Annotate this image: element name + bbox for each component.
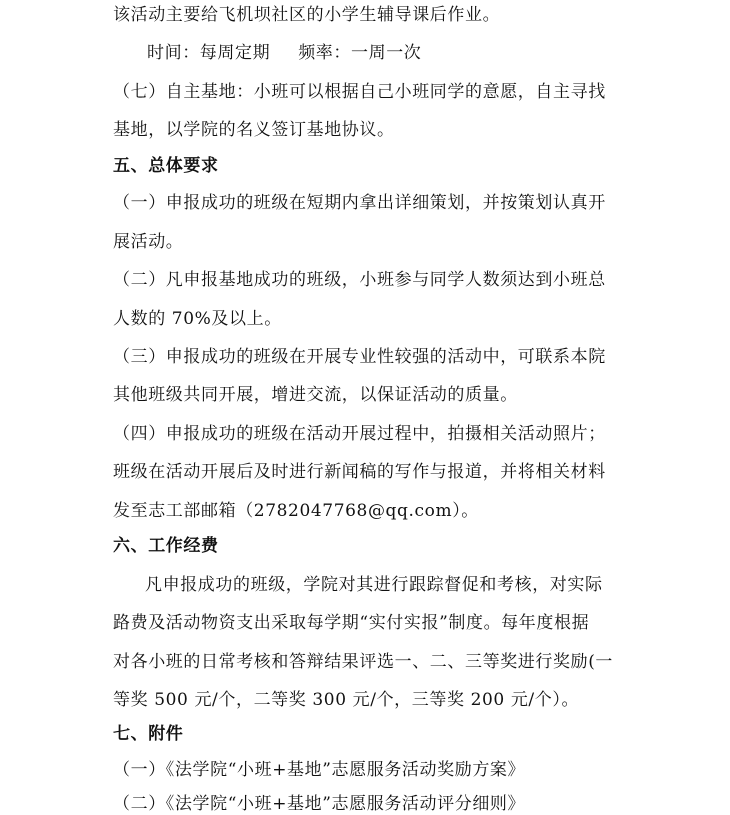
paragraph-line: （三）申报成功的班级在开展专业性较强的活动中，可联系本院	[113, 347, 606, 367]
attachment-item: （一）《法学院“小班+基地”志愿服务活动奖励方案》	[113, 760, 526, 780]
paragraph-line: 凡申报成功的班级，学院对其进行跟踪督促和考核，对实际	[145, 575, 603, 595]
paragraph-line: 班级在活动开展后及时进行新闻稿的写作与报道，并将相关材料	[113, 462, 606, 482]
attachment-item: （二）《法学院“小班+基地”志愿服务活动评分细则》	[113, 794, 526, 814]
paragraph-line: （一）申报成功的班级在短期内拿出详细策划，并按策划认真开	[113, 193, 606, 213]
paragraph-line: （四）申报成功的班级在活动开展过程中，拍摄相关活动照片；	[113, 424, 606, 444]
schedule-frequency: 频率：一周一次	[298, 43, 422, 63]
paragraph-line: 人数的 70%及以上。	[113, 309, 282, 329]
section-heading-6: 六、工作经费	[113, 536, 219, 556]
paragraph-line: 展活动。	[113, 232, 184, 252]
section-heading-7: 七、附件	[113, 724, 184, 744]
section-heading-5: 五、总体要求	[113, 156, 219, 176]
paragraph-line: 等奖 500 元/个，二等奖 300 元/个，三等奖 200 元/个）。	[113, 690, 580, 710]
paragraph-line: 其他班级共同开展，增进交流，以保证活动的质量。	[113, 385, 518, 405]
paragraph-line: 基地，以学院的名义签订基地协议。	[113, 120, 395, 140]
schedule-line	[147, 42, 667, 64]
paragraph-line: 该活动主要给飞机坝社区的小学生辅导课后作业。	[113, 5, 501, 25]
paragraph-line: （七）自主基地：小班可以根据自己小班同学的意愿，自主寻找	[113, 82, 606, 102]
paragraph-line: （二）凡申报基地成功的班级，小班参与同学人数须达到小班总	[113, 270, 606, 290]
schedule-time: 时间：每周定期	[147, 43, 271, 63]
paragraph-line: 对各小班的日常考核和答辩结果评选一、二、三等奖进行奖励(一	[113, 652, 614, 672]
paragraph-line: 发至志工部邮箱（2782047768@qq.com）。	[113, 501, 479, 521]
paragraph-line: 路费及活动物资支出采取每学期“实付实报”制度。每年度根据	[113, 613, 590, 633]
